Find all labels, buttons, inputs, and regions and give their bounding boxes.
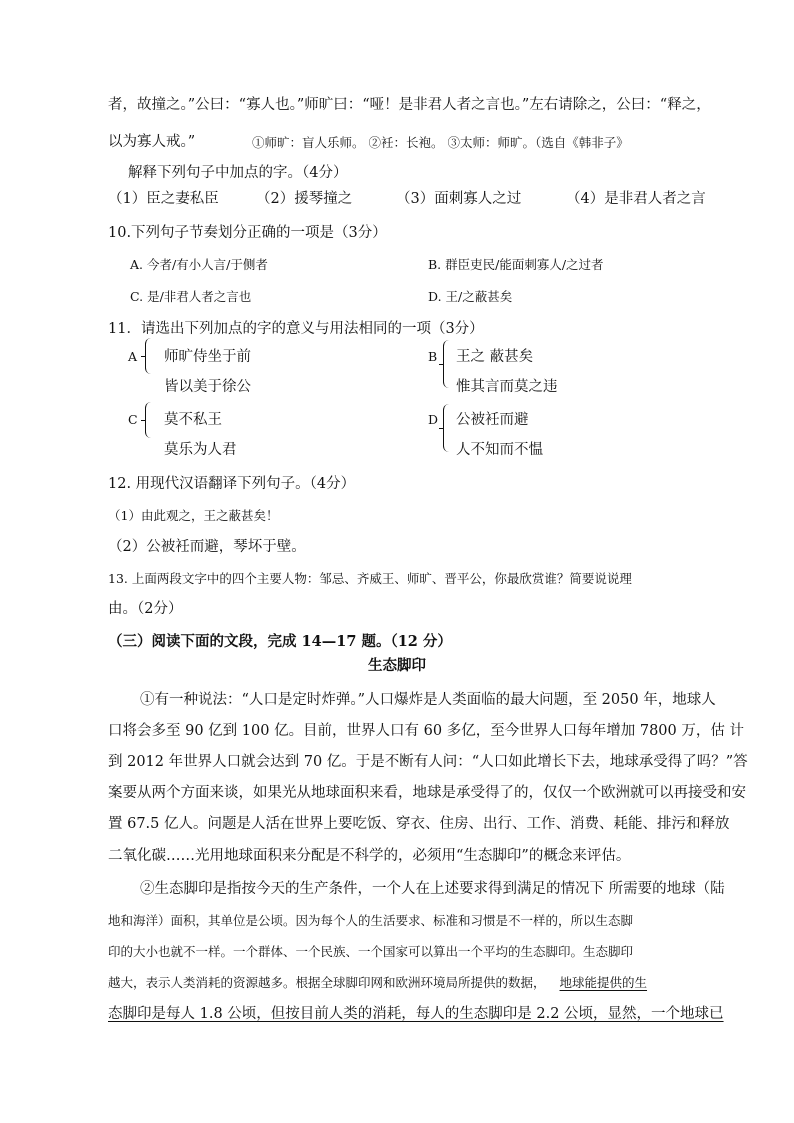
- para1-line-2: 口将会多至 90 亿到 100 亿。目前，世界人口有 60 多亿，至今世界人口每年增加 7800 万，估 计: [108, 723, 744, 739]
- q9-item-2: （2）援琴撞之: [256, 191, 353, 207]
- q12-stem: 12. 用现代汉语翻译下列句子。（4分）: [108, 476, 356, 492]
- para2-line-4: [108, 974, 647, 992]
- q11-b-sentence-2: 惟其言而莫之违: [456, 379, 558, 395]
- para2-line-5: 态脚印是每人 1.8 公顷，但按目前人类的消耗，每人的生态脚印是 2.2 公顷，显然，一个地球已: [108, 1006, 724, 1022]
- para1-line-3: 到 2012 年世界人口就会达到 70 亿。于是不断有人问：“人口如此增长下去，地球承受得了吗？”答: [108, 754, 748, 770]
- q11-d-sentence-2: 人不知而不愠: [456, 442, 543, 458]
- q11-d-brace: [443, 404, 451, 452]
- passage-line-2: 以为寡人戒。”: [108, 134, 196, 150]
- para2-line-4-text: 越大，表示人类消耗的资源越多。根据全球脚印网和欧洲环境局所提供的数据，: [108, 975, 546, 990]
- article-title: 生态脚印: [368, 657, 426, 674]
- para2-line-2: 地和海洋）面积，其单位是公顷。因为每个人的生活要求、标准和习惯是不一样的，所以生态脚: [108, 913, 634, 928]
- q10-option-b: B. 群臣吏民/能面刺寡人/之过者: [428, 257, 604, 272]
- q12-sentence-1: （1）由此观之，王之蔽甚矣！: [108, 508, 279, 523]
- para1-line-5: 置 67.5 亿人。问题是人活在世界上要吃饭、穿衣、住房、出行、工作、消费、耗能、排污和释放: [108, 816, 730, 832]
- q11-a-sentence-1: 师旷侍坐于前: [164, 349, 251, 365]
- q9-item-4: （4）是非君人者之言: [566, 191, 706, 207]
- passage-line-1: 者，故撞之。”公曰：“寡人也。”师旷曰：“哑！是非君人者之言也。”左右请除之，公曰：“释之，: [108, 97, 711, 113]
- q11-a-brace: [145, 338, 153, 374]
- q13-line-1: 13. 上面两段文字中的四个主要人物：邹忌、齐威王、师旷、晋平公，你最欣赏谁？简要说说理: [108, 571, 632, 586]
- para2-underlined-start: 地球能提供的生: [559, 975, 648, 990]
- q10-stem: 10.下列句子节奏划分正确的一项是（3分）: [108, 225, 387, 241]
- para2-line-1: ②生态脚印是指按今天的生产条件，一个人在上述要求得到满足的情况下 所需要的地球（陆: [140, 881, 725, 897]
- q11-b-brace: [443, 340, 451, 388]
- q11-stem: 11．请选出下列加点的字的意义与用法相同的一项（3分）: [108, 321, 484, 337]
- section-3-heading: （三）阅读下面的文段，完成 14—17 题。（12 分）: [108, 633, 452, 650]
- passage-notes: ①师旷：盲人乐师。 ②衽：长袍。 ③太师：师旷。（选自《韩非子》: [252, 135, 629, 150]
- q10-option-a: A. 今者/有小人言/于侧者: [130, 257, 268, 272]
- para1-line-4: 案要从两个方面来谈，如果光从地球面积来看，地球是承受得了的，仅仅一个欧洲就可以再接受和安: [108, 785, 746, 801]
- q9-item-3: （3）面刺寡人之过: [396, 191, 522, 207]
- q11-a-letter: A: [128, 349, 138, 364]
- q9-stem: 解释下列句子中加点的字。（4分）: [128, 165, 348, 181]
- q11-c-brace: [145, 402, 153, 438]
- q11-b-letter: B: [428, 349, 438, 364]
- q9-item-1: （1）臣之妻私臣: [108, 191, 219, 207]
- q10-option-c: C. 是/非君人者之言也: [130, 289, 252, 304]
- para2-line-3: 印的大小也就不一样。一个群体、一个民族、一个国家可以算出一个平均的生态脚印。生态脚印: [108, 944, 634, 959]
- q11-b-sentence-1: 王之 蔽甚矣: [456, 349, 534, 365]
- q11-c-sentence-1: 莫不私王: [164, 412, 222, 428]
- q11-d-sentence-1: 公被衽而避: [456, 412, 529, 428]
- q13-line-2: 由。（2分）: [108, 601, 183, 617]
- q11-c-sentence-2: 莫乐为人君: [164, 442, 237, 458]
- para1-line-6: 二氧化碳……光用地球面积来分配是不科学的，必须用“生态脚印”的概念来评估。: [108, 848, 631, 864]
- q11-d-letter: D: [428, 412, 439, 427]
- q11-c-letter: C: [128, 412, 138, 427]
- q10-option-d: D. 王/之蔽甚矣: [428, 289, 513, 304]
- para1-line-1: ①有一种说法：“人口是定时炸弹。”人口爆炸是人类面临的最大问题，至 2050 年，地球人: [140, 692, 716, 708]
- q12-sentence-2: （2）公被衽而避，琴坏于壁。: [108, 539, 306, 555]
- q11-a-sentence-2: 皆以美于徐公: [164, 379, 251, 395]
